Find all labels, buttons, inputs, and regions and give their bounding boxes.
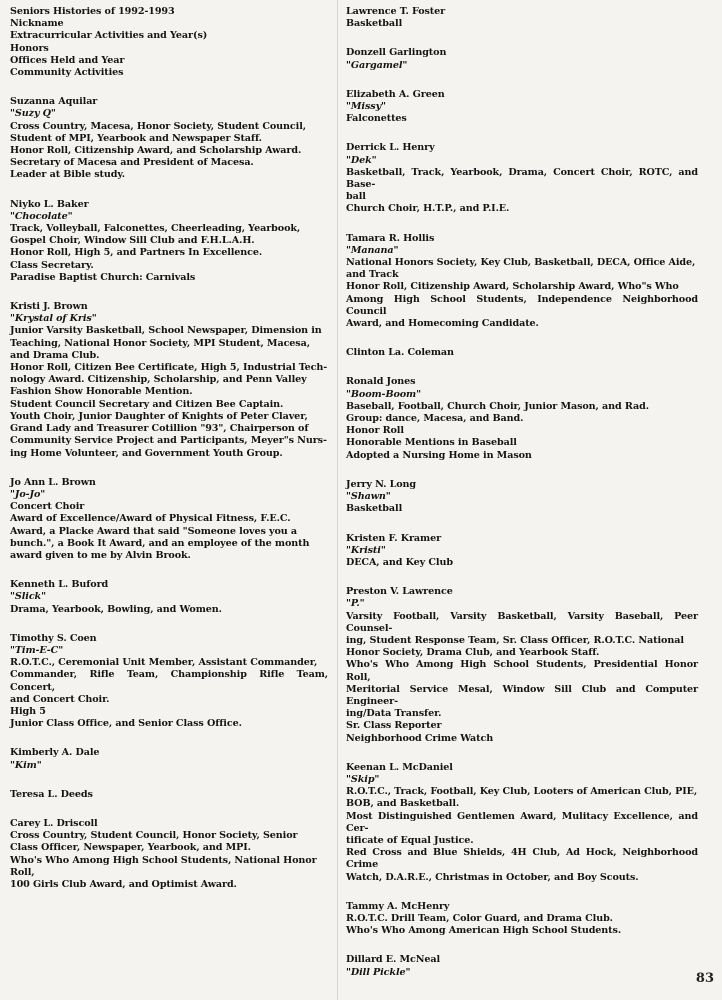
right-entries-list — [346, 6, 698, 979]
senior-entry — [346, 142, 698, 215]
senior-detail-line: Junior Varsity Basketball, School Newspaper, Dimension in — [10, 325, 322, 337]
senior-detail-line: Church Choir, H.T.P., and P.I.E. — [346, 203, 510, 215]
senior-nickname: "Suzy Q" — [10, 108, 56, 120]
column-gutter — [337, 0, 338, 1000]
senior-nickname: "Skip" — [346, 773, 380, 785]
senior-detail-line: BOB, and Basketball. — [346, 798, 460, 810]
senior-nickname: "Gargamel" — [346, 59, 408, 71]
senior-nickname: "Dek" — [346, 154, 377, 166]
senior-detail-line: Award, a Placke Award that said "Someone loves you a — [10, 525, 298, 537]
senior-detail-line: Who's Who Among High School Students, National Honor — [10, 854, 317, 866]
senior-entry — [10, 789, 328, 801]
senior-name: Tammy A. McHenry — [346, 900, 450, 912]
senior-name: Jo Ann L. Brown — [10, 476, 96, 488]
senior-detail-line: Secretary of Macesa and President of Macesa. — [10, 157, 254, 169]
senior-detail-line: Among High School Students, Independence Neighborhood Council — [346, 293, 698, 317]
senior-detail-line: Group: dance, Macesa, and Band. — [346, 413, 524, 425]
senior-entry — [10, 477, 328, 562]
left-column — [10, 6, 328, 908]
senior-detail-line: Honor Roll — [346, 425, 404, 437]
senior-name: Jerry N. Long — [346, 478, 417, 490]
senior-nickname: "Boom-Boom" — [346, 388, 421, 400]
senior-detail-line: award given to me by Alvin Brook. — [10, 549, 191, 561]
senior-entry — [10, 199, 328, 284]
senior-entry — [346, 47, 698, 71]
senior-entry — [346, 533, 698, 570]
senior-entry — [346, 89, 698, 126]
senior-detail-line: Honor Society, Drama Club, and Yearbook Staff. — [346, 647, 600, 659]
senior-name: Lawrence T. Foster — [346, 6, 446, 17]
senior-detail-line: bunch.", a Book It Award, and an employee of the month — [10, 537, 310, 549]
senior-detail-line: Watch, D.A.R.E., Christmas in October, and Boy Scouts. — [346, 871, 639, 883]
senior-detail-line: Award of Excellence/Award of Physical Fitness, F.E.C. — [10, 513, 291, 525]
senior-detail-line: and Drama Club. — [10, 349, 100, 361]
senior-nickname: "Kristi" — [346, 544, 386, 556]
senior-name: Suzanna Aquilar — [10, 96, 98, 108]
legend-block — [10, 6, 328, 79]
senior-name: Donzell Garlington — [346, 47, 447, 59]
senior-name: Kristen F. Kramer — [346, 532, 442, 544]
senior-name: Derrick L. Henry — [346, 142, 435, 154]
senior-detail-line: Honor Roll, High 5, and Partners In Excellence. — [10, 247, 263, 259]
senior-detail-line: DECA, and Key Club — [346, 556, 453, 568]
senior-detail-line: Who's Who Among High School Students, Presidential Honor Roll, — [346, 659, 698, 683]
senior-nickname: "Krystal of Kris" — [10, 313, 97, 325]
senior-detail-line: Grand Lady and Treasurer Cotillion "93", Chairperson of — [10, 423, 309, 435]
senior-detail-line: Honor Roll, Citizen Bee Certificate, High 5, Industrial Tech- — [10, 362, 328, 374]
senior-detail-line: and Track — [346, 269, 399, 281]
senior-entry — [10, 818, 328, 891]
senior-nickname: "Manana" — [346, 244, 399, 256]
senior-name: Tamara R. Hollis — [346, 232, 435, 244]
senior-nickname: "Shawn" — [346, 491, 391, 503]
senior-name: Elizabeth A. Green — [346, 88, 445, 100]
senior-entry — [346, 347, 698, 359]
senior-entry — [346, 586, 698, 745]
senior-detail-line: Cross Country, Student Council, Honor Society, Senior — [10, 830, 298, 842]
senior-name: Preston V. Lawrence — [346, 586, 453, 598]
senior-detail-line: Varsity Football, Varsity Basketball, Varsity Baseball, Peer Counsel- — [346, 610, 698, 634]
senior-entry — [346, 6, 698, 30]
senior-entry — [10, 747, 328, 771]
senior-entry — [346, 479, 698, 516]
senior-detail-line: Neighborhood Crime Watch — [346, 732, 494, 744]
senior-detail-line: Falconettes — [346, 113, 407, 125]
senior-detail-line: and Concert Choir. — [10, 693, 110, 705]
senior-detail-line: ing, Student Response Team, Sr. Class Officer, R.O.T.C. National — [346, 634, 684, 646]
senior-detail-line: ball — [346, 191, 366, 203]
senior-detail-line: Honorable Mentions in Baseball — [346, 437, 517, 449]
senior-detail-line: tificate of Equal Justice. — [346, 834, 474, 846]
senior-detail-line: ing Home Volunteer, and Government Youth Group. — [10, 447, 283, 459]
senior-nickname: "Tim-E-C" — [10, 644, 64, 656]
senior-detail-line: Class Secretary. — [10, 259, 94, 271]
senior-entry — [10, 301, 328, 460]
senior-detail-line: Youth Choir, Junior Daughter of Knights of Peter Claver, — [10, 410, 308, 422]
legend-line: Community Activities — [10, 67, 124, 79]
senior-detail-line: Basketball — [346, 503, 403, 515]
left-entries-list — [10, 96, 328, 891]
senior-detail-line: National Honors Society, Key Club, Basketball, DECA, Office Aide, — [346, 257, 696, 269]
right-column — [346, 6, 698, 996]
senior-detail-line: Who's Who Among American High School Students. — [346, 925, 622, 937]
senior-detail-line: 100 Girls Club Award, and Optimist Award. — [10, 878, 237, 890]
senior-detail-line: R.O.T.C., Track, Football, Key Club, Looters of American Club, PIE, — [346, 786, 698, 798]
legend-line: Extracurricular Activities and Year(s) — [10, 30, 208, 42]
senior-detail-line: Concert Choir — [10, 501, 85, 513]
senior-name: Timothy S. Coen — [10, 632, 97, 644]
senior-detail-line: nology Award. Citizenship, Scholarship, and Penn Valley — [10, 374, 307, 386]
senior-nickname: "Dill Pickle" — [346, 966, 411, 978]
senior-name: Teresa L. Deeds — [10, 788, 93, 800]
senior-detail-line: Most Distinguished Gentlemen Award, Mulitacy Excellence, and Cer- — [346, 810, 698, 834]
senior-detail-line: Basketball, Track, Yearbook, Drama, Concert Choir, ROTC, and Base- — [346, 166, 698, 191]
senior-detail-line: Baseball, Football, Church Choir, Junior Mason, and Rad. — [346, 400, 649, 412]
senior-detail-line: Award, and Homecoming Candidate. — [346, 318, 539, 330]
page-number: 83 — [695, 971, 714, 986]
senior-name: Kristi J. Brown — [10, 301, 88, 313]
legend-line: Nickname — [10, 18, 64, 30]
senior-detail-line: Community Service Project and Participants, Meyer"s Nurs- — [10, 435, 327, 447]
senior-entry — [346, 376, 698, 461]
senior-nickname: "Missy" — [346, 101, 386, 113]
senior-entry — [10, 96, 328, 181]
legend-line: Honors — [10, 42, 49, 54]
senior-entry — [10, 633, 328, 731]
legend-line: Seniors Histories of 1992-1993 — [10, 6, 175, 17]
senior-detail-line: Leader at Bible study. — [10, 169, 125, 181]
senior-detail-line: Honor Roll, Citizenship Award, Scholarship Award, Who"s Who — [346, 281, 679, 293]
senior-nickname: "P." — [346, 598, 365, 610]
senior-nickname: "Chocolate" — [10, 210, 73, 222]
senior-detail-line: Paradise Baptist Church: Carnivals — [10, 271, 196, 283]
senior-detail-line: Basketball — [346, 18, 403, 30]
senior-detail-line: Meritorial Service Mesal, Window Sill Club and Computer Engineer- — [346, 683, 698, 707]
senior-detail-line: Cross Country, Macesa, Honor Society, Student Council, — [10, 120, 306, 132]
senior-detail-line: Gospel Choir, Window Sill Club and F.H.L.A.H. — [10, 235, 255, 247]
senior-name: Clinton La. Coleman — [346, 347, 454, 359]
senior-detail-line: Fashion Show Honorable Mention. — [10, 386, 193, 398]
senior-detail-line: Red Cross and Blue Shields, 4H Club, Ad Hock, Neighborhood Crime — [346, 847, 698, 871]
legend-line: Offices Held and Year — [10, 54, 125, 66]
senior-nickname: "Kim" — [10, 759, 42, 771]
senior-name: Kimberly A. Dale — [10, 747, 100, 759]
senior-nickname: "Slick" — [10, 591, 47, 603]
senior-detail-line: Drama, Yearbook, Bowling, and Women. — [10, 603, 222, 615]
senior-nickname: "Jo-Jo" — [10, 488, 46, 500]
senior-detail-line: Sr. Class Reporter — [346, 720, 442, 732]
senior-detail-line: Junior Class Office, and Senior Class Office. — [10, 718, 242, 730]
senior-detail-line: Adopted a Nursing Home in Mason — [346, 449, 532, 461]
senior-entry — [346, 954, 698, 978]
senior-detail-line: Teaching, National Honor Society, MPI Student, Macesa, — [10, 337, 310, 349]
senior-detail-line: High 5 — [10, 705, 46, 717]
senior-name: Carey L. Driscoll — [10, 817, 98, 829]
senior-detail-line: R.O.T.C., Ceremonial Unit Member, Assistant Commander, — [10, 657, 318, 669]
senior-name: Niyko L. Baker — [10, 198, 89, 210]
senior-entry — [346, 762, 698, 884]
senior-detail-line: Student Council Secretary and Citizen Bee Captain. — [10, 398, 284, 410]
senior-name: Dillard E. McNeal — [346, 954, 441, 966]
senior-detail-line: Track, Volleyball, Falconettes, Cheerleading, Yearbook, — [10, 223, 301, 235]
senior-detail-line: Student of MPI, Yearbook and Newspaper Staff. — [10, 132, 262, 144]
senior-entry — [346, 233, 698, 331]
senior-name: Ronald Jones — [346, 376, 416, 388]
senior-detail-line: ing/Data Transfer. — [346, 708, 442, 720]
senior-name: Kenneth L. Buford — [10, 579, 109, 591]
senior-detail-line: R.O.T.C. Drill Team, Color Guard, and Drama Club. — [346, 912, 613, 924]
senior-entry — [10, 579, 328, 616]
senior-name: Keenan L. McDaniel — [346, 761, 453, 773]
senior-detail-line: Honor Roll, Citizenship Award, and Scholarship Award. — [10, 145, 302, 157]
senior-detail-line: Class Officer, Newspaper, Yearbook, and MPI. — [10, 842, 251, 854]
senior-detail-line: Commander, Rifle Team, Championship Rifle Team, Concert, — [10, 669, 328, 693]
senior-detail-line: Roll, — [10, 866, 35, 878]
senior-entry — [346, 901, 698, 938]
